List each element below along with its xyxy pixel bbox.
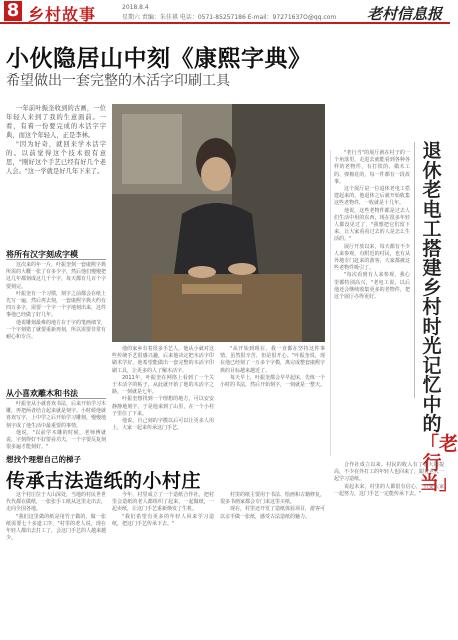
paragraph: 叶振奎有一个习惯，刻字之前都会在纸上先写一遍，然后再去刻，一套康熙字典大约有四万多字，需要一个字一个字地刻出来，这件事他已经做了好几年。 <box>6 290 107 319</box>
paragraph: 他说，这些老物件都是过去人们生活中用的东西，现在很多年轻人都没见过了，"我想把它们留下来，让大家看看过去的人是怎么生活的。" <box>334 207 410 243</box>
paragraph: 这个村庄位于大山深处，当地的村民世世代代都在做纸，一张张手工纸从这里走出去，走向全国各地。 <box>6 492 107 513</box>
article-column <box>112 346 214 456</box>
masthead-editor-contact <box>122 12 336 21</box>
feature-headline: 传承古法造纸的小村庄 <box>6 470 202 492</box>
paragraph: 他说，自己刻的字模以后可以让更多人用上，大家一起来传承这门手艺。 <box>112 418 214 432</box>
article-subheadline: 希望做出一套完整的木活字印刷工具 <box>6 73 230 89</box>
date: 2018.8.4 <box>122 4 149 11</box>
article-headline: 小伙隐居山中刻《康熙字典》 <box>6 46 312 72</box>
section-heading: 想找个理想自己的梯子 <box>6 455 81 464</box>
feature-column <box>6 492 106 634</box>
paragraph: 这次来的年一片，叶振奎刻一套康熙字典所需的大概一张了有多少字，然后他们慢慢把这几年都刻成这几千个字，每天都有几百个字要刻完。 <box>6 262 107 290</box>
paragraph: 叶振奎想找到一个理想的地方，可以安安静静地刻字，于是他来到了山里，在一个小村子里住了下来。 <box>112 396 214 417</box>
paragraph: "我们这里做的纸是用竹子做的，做一张纸需要七十多道工序，"村里的老人说，现在年轻人都出去打工了，会这门手艺的人越来越少。 <box>6 513 107 542</box>
paragraph: 叶振奎从小就喜欢书法，后来开始学习木雕，再把两者结合起来就是刻字。小时候他就喜欢写字，上中学之后开始学习雕刻，慢慢地刻字成了他生活中最重要的事情。 <box>6 401 107 429</box>
paragraph: 今年，村里成立了一个造纸合作社，把村里会造纸的老人都组织了起来，一起做纸，一起卖纸，让这门手艺重新焕发了生机。 <box>112 492 214 513</box>
divider <box>6 259 106 260</box>
article-column <box>6 262 106 382</box>
paragraph: 现在，村里还开发了造纸体验项目，游客可以亲手做一张纸，感受古法造纸的魅力。 <box>220 506 326 520</box>
divider <box>6 398 106 399</box>
article-column <box>220 346 325 456</box>
paragraph: 他的家乡有着很多手艺人，他从小就对这些传统手艺很感兴趣，后来他决定把木活字印刷术学好，他希望能做出一套完整的木活字印刷工具，让更多的人了解木活字。 <box>112 346 214 374</box>
side-story-title: 退休老电工搭建乡村时光记忆中的 <box>422 140 442 435</box>
article-photo <box>112 104 325 342</box>
feature-column <box>220 492 325 634</box>
paragraph: 他说雕刻最难的地方在于字的笔画细节，一个字刻错了就要重新再刻，所以需要非常有耐心和专注。 <box>6 319 107 341</box>
email: E-mail：97271637O@qq.com <box>247 14 337 21</box>
paragraph: "老行当"的展厅就在村子的一个角落里，走进去就能看到各种各样的老物件，有打铁的、做木工的、弹棉花的，每一件都有一段故事。 <box>334 150 410 185</box>
paragraph: 每天早上，叶振奎都会早早起床，先练一个小时的书法，然后开始刻字，一刻就是一整天。 <box>220 374 326 389</box>
editor: 星期六 责编：朱佳祺 <box>122 14 178 21</box>
feature-column <box>112 492 214 634</box>
masthead <box>0 0 450 24</box>
paragraph: "每次看到有人来参观，我心里都特别高兴，"老电工说，以后他还会继续收集更多的老物件，把这个展厅办得更好。 <box>334 272 410 301</box>
paragraph: 展厅开放以来，每天都有不少人来参观，有附近的村民，也有从外地专门赶来的游客，大家都被这些老物件吸引了。 <box>334 243 410 272</box>
paragraph: 2011年，叶振奎在网络上看到了一个关于木活字的帖子，从此就开始了他的木活字之路，一刻就是七年。 <box>112 374 214 396</box>
side-story-column <box>334 150 410 456</box>
paragraph: 这个展厅是一位退休老电工搭建起来的，他退休之后就开始收集这些老物件，一收就是十几年。 <box>334 186 410 207</box>
paragraph: 村里的纸主要用于书法、绘画和古籍修复，很多书画家都会专门来这里买纸。 <box>220 492 326 506</box>
paragraph: "因为好奇，就回来学木活字的。以前觉得这个技术很有意思，"刚好这个手艺已经有好几个老人会。"这一学就是好几年下来了。 <box>6 141 106 175</box>
section-heading: 将所有汉字刻成字模 <box>6 250 78 259</box>
side-story-title-highlight: 「老行当」 <box>420 432 458 494</box>
section-title: 乡村故事 <box>28 5 97 24</box>
page-number: 8 <box>4 1 22 21</box>
article-column <box>6 401 106 451</box>
phone: 电话：0571-85257186 <box>179 14 246 21</box>
paragraph: 他说，"以前学木雕的时候，老师傅就说，字刻得好不好要看功夫，一个字要反复刻很多遍才能刻好。" <box>6 429 107 451</box>
feature-column <box>334 462 444 634</box>
paragraph: "我们希望有更多的年轻人回来学习造纸，把这门手艺传承下去。" <box>112 513 214 527</box>
section-heading: 从小喜欢雕木和书法 <box>6 389 78 398</box>
column-divider <box>330 150 331 456</box>
paragraph: 一年前叶振奎收到的古画，一位年轻人来到了我的生意面前。一看，有着一份要完成的木活字字典，而这个年轻人，正是李林。 <box>6 105 106 139</box>
article-intro <box>6 104 106 242</box>
paragraph: 说起未来，村里的人都很有信心，"只要大家一起努力，这门手艺一定能传承下去。" <box>334 483 444 497</box>
paragraph: "从开始到现在，我一直都在坚持这件事情，虽然很辛苦，但是很开心。"叶振奎说，现在他已经刻了一万多个字模，离完成整套康熙字典的目标越来越近了。 <box>220 346 326 374</box>
paper-logo: 老村信息报 <box>366 5 442 23</box>
paragraph: 合作社成立以来，村民的收入有了很大的提高，不少在外打工的年轻人也回来了，跟着老人一起学习造纸。 <box>334 462 445 483</box>
side-story-headline <box>420 140 458 494</box>
side-story-divider <box>414 142 415 398</box>
